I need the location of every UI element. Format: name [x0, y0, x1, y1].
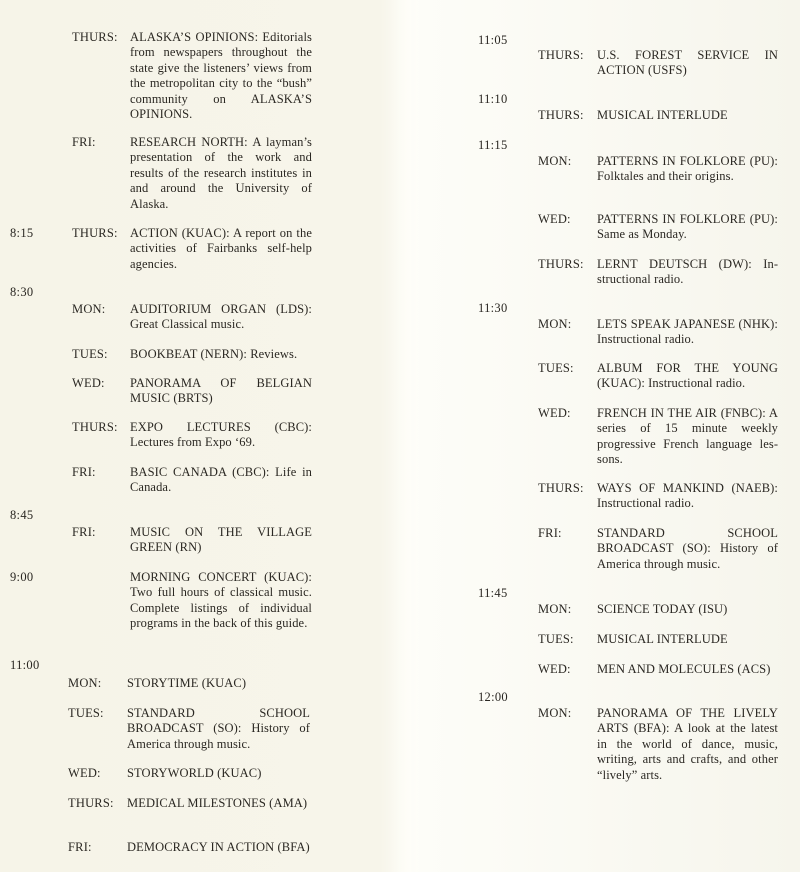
time-slot-label: 9:00 [10, 570, 34, 584]
entry-day: FRI: [72, 465, 96, 479]
entry-day: FRI: [68, 840, 92, 854]
time-slot-label: 8:30 [10, 285, 34, 299]
entry-description: LETS SPEAK JAPANESE (NHK): Instructional radio. [597, 317, 778, 347]
entry-day: MON: [538, 154, 572, 168]
entry-day: WED: [538, 662, 571, 676]
entry-day: MON: [72, 302, 106, 316]
time-slot-label: 11:05 [478, 33, 508, 47]
page-fold [388, 0, 428, 872]
entry-description: DEMOCRACY IN ACTION (BFA) [127, 840, 310, 854]
entry-description: STORYTIME (KUAC) [127, 676, 247, 690]
time-slot-label: 11:30 [478, 301, 508, 315]
entry-day: THURS: [538, 48, 584, 62]
entry-day: THURS: [72, 420, 118, 434]
entry-day: THURS: [68, 796, 114, 810]
entry-day: WED: [68, 766, 101, 780]
entry-day: TUES: [72, 347, 108, 361]
entry-day: FRI: [72, 525, 96, 539]
entry-day: MON: [68, 676, 102, 690]
entry-day: THURS: [72, 226, 118, 240]
entry-description: PANORAMA OF THE LIVELY ARTS (BFA): A look at the latest in the world of dance, music, writing, arts and crafts, and other “lively” arts. [597, 706, 778, 782]
time-slot-label: 11:15 [478, 138, 508, 152]
entry-description: MORNING CONCERT (KUAC): Two full hours of classical music. Complete listings of individual programs in the back of this guide. [130, 570, 312, 631]
entry-day: FRI: [72, 135, 96, 149]
entry-day: WED: [72, 376, 105, 390]
entry-description: STORYWORLD (KUAC) [127, 766, 262, 780]
entry-day: MON: [538, 317, 572, 331]
time-slot-label: 11:10 [478, 92, 508, 106]
entry-description: BASIC CANADA (CBC): Life in Canada. [130, 465, 312, 495]
entry-description: MUSIC ON THE VILLAGE GREEN (RN) [130, 525, 312, 555]
entry-description: ALASKA’S OPINIONS: Editorials from newspapers throughout the state give the listeners’ views from the metropolitan city to the “bush” community on ALASKA’S OPINIONS. [130, 30, 312, 122]
time-slot-label: 8:45 [10, 508, 34, 522]
entry-day: MON: [538, 706, 572, 720]
entry-day: TUES: [68, 706, 104, 720]
entry-description: MEDICAL MILESTONES (AMA) [127, 796, 308, 810]
entry-description: BOOKBEAT (NERN): Reviews. [130, 347, 298, 361]
entry-description: STANDARD SCHOOL BROADCAST (SO): History of America through music. [597, 526, 778, 571]
entry-description: EXPO LECTURES (CBC): Lectures from Expo ‘69. [130, 420, 312, 450]
entry-day: MON: [538, 602, 572, 616]
entry-day: THURS: [538, 108, 584, 122]
entry-day: WED: [538, 212, 571, 226]
entry-day: TUES: [538, 361, 574, 375]
entry-day: FRI: [538, 526, 562, 540]
time-slot-label: 8:15 [10, 226, 34, 240]
entry-description: AUDITORIUM ORGAN (LDS): Great Classical music. [130, 302, 312, 332]
entry-description: FRENCH IN THE AIR (FNBC): A series of 15 minute weekly progressive French language lessons. [597, 406, 778, 467]
entry-description: MUSICAL INTERLUDE [597, 632, 728, 646]
time-slot-label: 11:45 [478, 586, 508, 600]
entry-description: WAYS OF MANKIND (NAEB): Instructional radio. [597, 481, 778, 511]
time-slot-label: 12:00 [478, 690, 508, 704]
entry-day: THURS: [538, 481, 584, 495]
entry-description: SCIENCE TODAY (ISU) [597, 602, 728, 616]
entry-description: PANORAMA OF BELGIAN MUSIC (BRTS) [130, 376, 312, 406]
entry-day: WED: [538, 406, 571, 420]
entry-day: THURS: [72, 30, 118, 44]
entry-description: U.S. FOREST SERVICE IN ACTION (USFS) [597, 48, 778, 78]
entry-day: THURS: [538, 257, 584, 271]
entry-description: MEN AND MOLECULES (ACS) [597, 662, 771, 676]
entry-day: TUES: [538, 632, 574, 646]
time-slot-label: 11:00 [10, 658, 40, 672]
entry-description: ACTION (KUAC): A report on the activities of Fairbanks self-help agencies. [130, 226, 312, 271]
entry-description: MUSICAL INTERLUDE [597, 108, 728, 122]
entry-description: LERNT DEUTSCH (DW): Instructional radio. [597, 257, 778, 287]
entry-description: RESEARCH NORTH: A layman’s presentation of the work and results of the research institutes in and around the University of Alaska. [130, 135, 312, 211]
entry-description: PATTERNS IN FOLKLORE (PU): Folktales and their origins. [597, 154, 778, 184]
entry-description: ALBUM FOR THE YOUNG (KUAC): Instructional radio. [597, 361, 778, 391]
entry-description: PATTERNS IN FOLKLORE (PU): Same as Monday. [597, 212, 778, 242]
entry-description: STANDARD SCHOOL BROADCAST (SO): History of America through music. [127, 706, 310, 751]
